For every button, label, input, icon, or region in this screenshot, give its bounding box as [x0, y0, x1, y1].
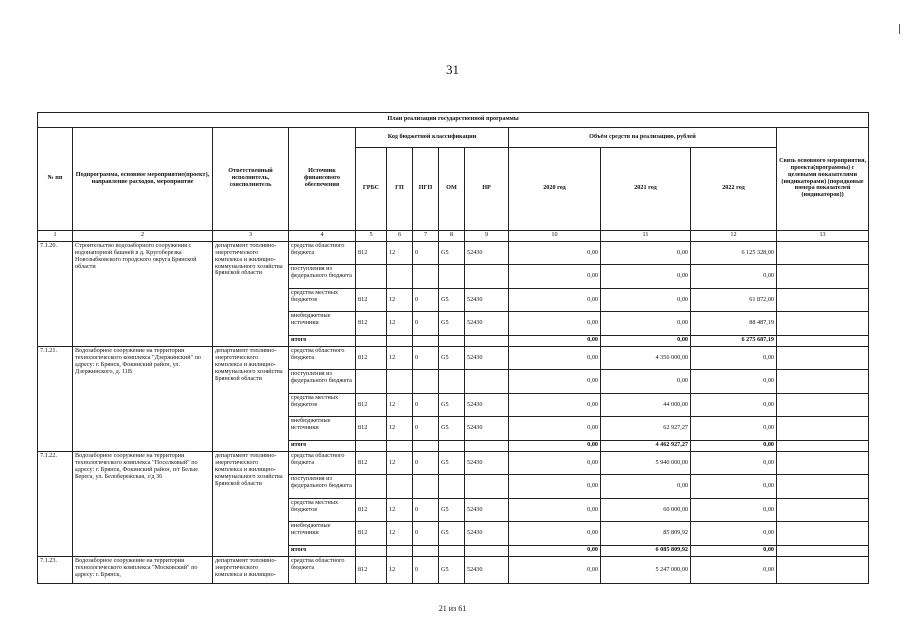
row-executor: департамент топливно-энергетического комплекса и жилищно-коммунального хозяйства Брянской области — [213, 451, 289, 556]
total-y2022: 6 275 687,19 — [691, 335, 777, 346]
code-gp — [387, 265, 413, 289]
column-number: 5 — [356, 230, 387, 241]
column-number: 10 — [509, 230, 601, 241]
indicator-link — [777, 545, 869, 556]
indicator-link — [777, 265, 869, 289]
indicator-link — [777, 451, 869, 475]
source-label: внебюджетные источники — [289, 522, 356, 546]
code-grbs — [356, 370, 387, 394]
amount-y2021: 0,00 — [601, 288, 691, 312]
code-grbs: 812 — [356, 346, 387, 370]
header-code: ПГП — [413, 147, 439, 230]
code-pgp — [413, 475, 439, 499]
row-executor: департамент топливно-энергетического комплекса и жилищно-коммунального хозяйства Брянской области — [213, 241, 289, 346]
table-row — [38, 451, 869, 475]
row-name: Водозаборное сооружение на территории технологического комплекса "Московский" по адресу: г. Брянск, — [73, 557, 213, 584]
header-year: 2022 год — [691, 147, 777, 230]
code-empty — [413, 440, 439, 451]
amount-y2020: 0,00 — [509, 288, 601, 312]
code-nr: 52430 — [465, 417, 509, 441]
total-label: итого — [289, 335, 356, 346]
amount-y2021: 44 000,00 — [601, 393, 691, 417]
column-number: 12 — [691, 230, 777, 241]
code-grbs: 812 — [356, 417, 387, 441]
column-number: 7 — [413, 230, 439, 241]
indicator-link — [777, 498, 869, 522]
amount-y2021: 60 000,00 — [601, 498, 691, 522]
amount-y2020: 0,00 — [509, 522, 601, 546]
code-pgp: 0 — [413, 557, 439, 584]
code-pgp: 0 — [413, 417, 439, 441]
code-empty — [413, 335, 439, 346]
amount-y2020: 0,00 — [509, 417, 601, 441]
source-label: поступления из федерального бюджета — [289, 475, 356, 499]
amount-y2022: 0,00 — [691, 346, 777, 370]
code-gp — [387, 370, 413, 394]
page-number: 31 — [446, 62, 459, 77]
header-code: НР — [465, 147, 509, 230]
code-nr: 52430 — [465, 451, 509, 475]
header-year: 2021 год — [601, 147, 691, 230]
code-gp — [387, 475, 413, 499]
code-nr — [465, 370, 509, 394]
code-pgp: 0 — [413, 288, 439, 312]
amount-y2021: 4 356 000,00 — [601, 346, 691, 370]
amount-y2020: 0,00 — [509, 241, 601, 265]
amount-y2022: 6 125 328,00 — [691, 241, 777, 265]
code-grbs — [356, 265, 387, 289]
indicator-link — [777, 557, 869, 584]
code-empty — [387, 440, 413, 451]
header-link: Связь основного мероприятия, проекта(программы) с целевыми показателями (индикаторами) (порядковые номера показателей (индикаторов)) — [777, 127, 869, 230]
column-number: 11 — [601, 230, 691, 241]
amount-y2022: 88 487,19 — [691, 312, 777, 336]
indicator-link — [777, 241, 869, 265]
column-number: 13 — [777, 230, 869, 241]
code-pgp: 0 — [413, 522, 439, 546]
code-nr — [465, 265, 509, 289]
total-y2022: 0,00 — [691, 440, 777, 451]
page-footer: 21 из 61 — [438, 604, 467, 613]
header-num: № пп — [38, 127, 73, 230]
amount-y2020: 0,00 — [509, 393, 601, 417]
amount-y2022: 61 872,00 — [691, 288, 777, 312]
code-om: G5 — [439, 557, 465, 584]
header-source: Источник финансового обеспечения — [289, 127, 356, 230]
code-om — [439, 370, 465, 394]
amount-y2021: 0,00 — [601, 241, 691, 265]
source-label: средства областного бюджета — [289, 241, 356, 265]
code-nr: 52430 — [465, 312, 509, 336]
table-title: План реализации государственной программы — [38, 113, 869, 128]
header-code: ГРБС — [356, 147, 387, 230]
indicator-link — [777, 522, 869, 546]
code-gp: 12 — [387, 241, 413, 265]
code-om: G5 — [439, 522, 465, 546]
code-gp: 12 — [387, 393, 413, 417]
code-om: G5 — [439, 346, 465, 370]
code-pgp: 0 — [413, 451, 439, 475]
amount-y2021: 5 940 000,00 — [601, 451, 691, 475]
code-om: G5 — [439, 417, 465, 441]
indicator-link — [777, 288, 869, 312]
amount-y2020: 0,00 — [509, 557, 601, 584]
code-grbs: 812 — [356, 451, 387, 475]
total-y2021: 4 462 927,27 — [601, 440, 691, 451]
amount-y2022: 0,00 — [691, 522, 777, 546]
code-grbs — [356, 475, 387, 499]
code-nr: 52430 — [465, 557, 509, 584]
source-label: средства областного бюджета — [289, 557, 356, 584]
code-empty — [465, 545, 509, 556]
code-pgp — [413, 265, 439, 289]
amount-y2020: 0,00 — [509, 370, 601, 394]
code-empty — [356, 335, 387, 346]
amount-y2021: 0,00 — [601, 312, 691, 336]
header-executor: Ответственный исполнитель, соисполнитель — [213, 127, 289, 230]
column-number: 2 — [73, 230, 213, 241]
amount-y2022: 0,00 — [691, 370, 777, 394]
column-number: 6 — [387, 230, 413, 241]
amount-y2021: 5 247 000,00 — [601, 557, 691, 584]
row-number: 7.1.22. — [38, 451, 73, 556]
source-label: средства местных бюджетов — [289, 498, 356, 522]
source-label: поступления из федерального бюджета — [289, 370, 356, 394]
code-nr: 52430 — [465, 288, 509, 312]
total-y2021: 0,00 — [601, 335, 691, 346]
amount-y2021: 0,00 — [601, 265, 691, 289]
source-label: средства областного бюджета — [289, 346, 356, 370]
row-name: Водозаборное сооружение на территории технологического комплекса "Поселковый" по адресу: г. Брянск, Фокинский район, п/г Белые Берега, ул. Белобережская, з/д 36 — [73, 451, 213, 556]
code-empty — [439, 545, 465, 556]
code-pgp: 0 — [413, 312, 439, 336]
code-grbs: 812 — [356, 312, 387, 336]
code-pgp — [413, 370, 439, 394]
code-empty — [439, 335, 465, 346]
code-om: G5 — [439, 498, 465, 522]
amount-y2021: 0,00 — [601, 370, 691, 394]
column-number-row — [38, 230, 869, 241]
amount-y2022: 0,00 — [691, 417, 777, 441]
indicator-link — [777, 370, 869, 394]
header-code: ГП — [387, 147, 413, 230]
code-empty — [465, 440, 509, 451]
source-label: поступления из федерального бюджета — [289, 265, 356, 289]
code-om — [439, 475, 465, 499]
amount-y2021: 85 809,92 — [601, 522, 691, 546]
indicator-link — [777, 312, 869, 336]
header-funds-group: Объём средств на реализацию, рублей — [509, 127, 777, 147]
header-code: ОМ — [439, 147, 465, 230]
code-empty — [439, 440, 465, 451]
code-gp: 12 — [387, 417, 413, 441]
code-empty — [387, 335, 413, 346]
code-pgp: 0 — [413, 241, 439, 265]
source-label: средства местных бюджетов — [289, 393, 356, 417]
code-grbs: 812 — [356, 241, 387, 265]
indicator-link — [777, 475, 869, 499]
code-gp: 12 — [387, 498, 413, 522]
header-year: 2020 год — [509, 147, 601, 230]
row-executor: департамент топливно-энергетического комплекса и жилищно-коммунального хозяйства Брянской области — [213, 346, 289, 451]
amount-y2020: 0,00 — [509, 312, 601, 336]
code-grbs: 812 — [356, 498, 387, 522]
code-om: G5 — [439, 241, 465, 265]
column-number: 8 — [439, 230, 465, 241]
indicator-link — [777, 393, 869, 417]
source-label: средства областного бюджета — [289, 451, 356, 475]
indicator-link — [777, 335, 869, 346]
row-number: 7.1.21. — [38, 346, 73, 451]
row-executor: департамент топливно-энергетического комплекса и жилищно- — [213, 557, 289, 584]
code-nr: 52430 — [465, 393, 509, 417]
code-grbs: 812 — [356, 288, 387, 312]
code-grbs: 812 — [356, 393, 387, 417]
row-number: 7.1.23. — [38, 557, 73, 584]
total-y2020: 0,00 — [509, 545, 601, 556]
code-empty — [413, 545, 439, 556]
amount-y2020: 0,00 — [509, 498, 601, 522]
code-nr: 52430 — [465, 241, 509, 265]
amount-y2022: 0,00 — [691, 265, 777, 289]
total-y2022: 0,00 — [691, 545, 777, 556]
code-gp: 12 — [387, 288, 413, 312]
total-y2020: 0,00 — [509, 335, 601, 346]
row-name: Водозаборное сооружение на территории технологического комплекса "Дзержинский" по адресу: г. Брянск, Фокинский район, ул. Дзержинского, д. 11В — [73, 346, 213, 451]
row-number: 7.1.20. — [38, 241, 73, 346]
code-empty — [387, 545, 413, 556]
amount-y2020: 0,00 — [509, 265, 601, 289]
indicator-link — [777, 417, 869, 441]
code-nr: 52430 — [465, 522, 509, 546]
code-gp: 12 — [387, 522, 413, 546]
code-nr — [465, 475, 509, 499]
code-empty — [356, 545, 387, 556]
total-label: итого — [289, 545, 356, 556]
amount-y2021: 0,00 — [601, 475, 691, 499]
code-pgp: 0 — [413, 393, 439, 417]
code-pgp: 0 — [413, 498, 439, 522]
code-empty — [356, 440, 387, 451]
plan-table — [37, 112, 869, 584]
row-name: Строительство водозаборного сооружения с водонапорной башней в д. Кругоберезка Новозыбковского городского округа Брянской области — [73, 241, 213, 346]
amount-y2020: 0,00 — [509, 451, 601, 475]
code-om — [439, 265, 465, 289]
amount-y2021: 62 927,27 — [601, 417, 691, 441]
column-number: 3 — [213, 230, 289, 241]
amount-y2020: 0,00 — [509, 346, 601, 370]
code-nr: 52430 — [465, 346, 509, 370]
source-label: внебюджетные источники — [289, 312, 356, 336]
code-nr: 52430 — [465, 498, 509, 522]
table-row — [38, 346, 869, 370]
code-gp: 12 — [387, 557, 413, 584]
code-gp: 12 — [387, 312, 413, 336]
amount-y2022: 0,00 — [691, 498, 777, 522]
column-number: 4 — [289, 230, 356, 241]
code-om: G5 — [439, 312, 465, 336]
amount-y2022: 0,00 — [691, 557, 777, 584]
total-y2021: 6 085 809,92 — [601, 545, 691, 556]
indicator-link — [777, 346, 869, 370]
code-om: G5 — [439, 393, 465, 417]
column-number: 9 — [465, 230, 509, 241]
code-pgp: 0 — [413, 346, 439, 370]
code-empty — [465, 335, 509, 346]
code-gp: 12 — [387, 451, 413, 475]
amount-y2020: 0,00 — [509, 475, 601, 499]
table-row — [38, 557, 869, 584]
amount-y2022: 0,00 — [691, 451, 777, 475]
code-om: G5 — [439, 288, 465, 312]
code-grbs: 812 — [356, 522, 387, 546]
table-row — [38, 241, 869, 265]
source-label: средства местных бюджетов — [289, 288, 356, 312]
amount-y2022: 0,00 — [691, 393, 777, 417]
total-label: итого — [289, 440, 356, 451]
code-gp: 12 — [387, 346, 413, 370]
source-label: внебюджетные источники — [289, 417, 356, 441]
column-number: 1 — [38, 230, 73, 241]
header-subprogram: Подпрограмма, основное мероприятие(проект), направление расходов, мероприятие — [73, 127, 213, 230]
total-y2020: 0,00 — [509, 440, 601, 451]
amount-y2022: 0,00 — [691, 475, 777, 499]
indicator-link — [777, 440, 869, 451]
code-om: G5 — [439, 451, 465, 475]
code-grbs: 812 — [356, 557, 387, 584]
header-budget-group: Код бюджетной классификации — [356, 127, 509, 147]
page-edge-mark — [899, 24, 900, 34]
